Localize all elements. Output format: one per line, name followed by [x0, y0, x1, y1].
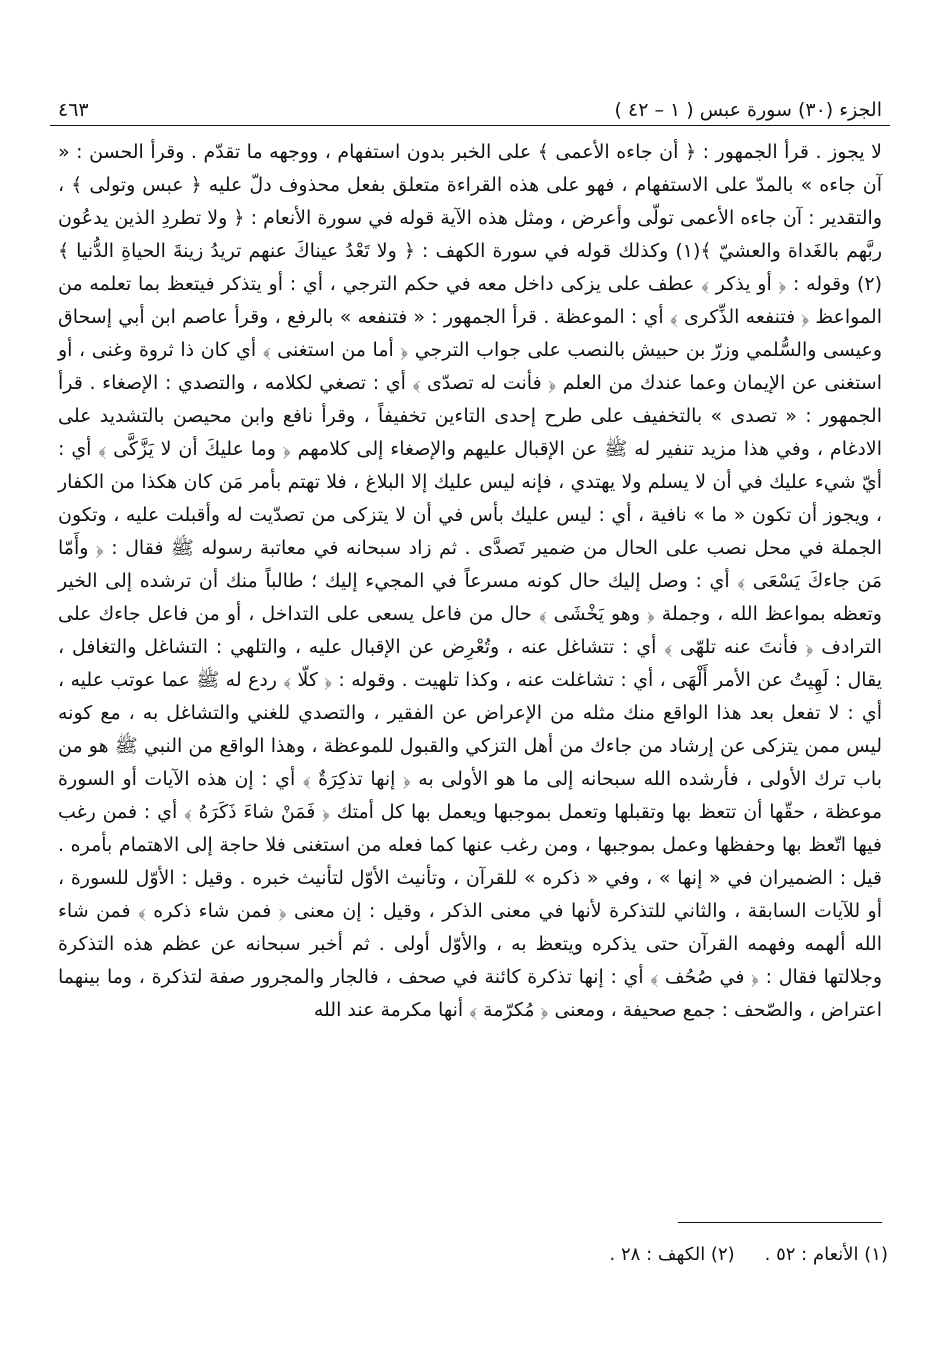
footnote-2: (٢) الكهف : ٢٨ .: [609, 1244, 735, 1265]
body-paragraph: لا يجوز . قرأ الجمهور : ﴿ أن جاءه الأعمى ﴾ على الخبر بدون استفهام ، ووجهه ما تقدّم . وقرأ الحسن : « آن جاءه » بالمدّ على الاستفهام ، فهو على هذه القراءة متعلق بفعل محذوف دلّ عليه ﴿ عبس وتولى ﴾ ، والتقدير : آن جاءه الأعمى تولّى وأعرض ، ومثل هذه الآية قوله في سورة الأنعام : ﴿ ولا تطردِ الذين يدعُون ربَّهم بالغَداة والعشيّ ﴾(١) وكذلك قوله في سورة الكهف : ﴿ ولا تَعْدُ عيناكَ عنهم تريدُ زينةَ الحياةِ الدُّنيا ﴾(٢) وقوله : ﴿ أو يذكر ﴾ عطف على يزكى داخل معه في حكم الترجي ، أي : أو يتذكر فيتعظ بما تعلمه من المواعظ ﴿ فتنفعه الذِّكرى ﴾ أي : الموعظة . قرأ الجمهور : « فتنفعه » بالرفع ، وقرأ عاصم ابن أبي إسحاق وعيسى والسُّلمي وزرّ بن حبيش بالنصب على جواب الترجي ﴿ أما من استغنى ﴾ أي كان ذا ثروة وغنى ، أو استغنى عن الإيمان وعما عندك من العلم ﴿ فأنت له تصدّى ﴾ أي : تصغي لكلامه ، والتصدي : الإصغاء . قرأ الجمهور : « تصدى » بالتخفيف على طرح إحدى التاءين تخفيفاً ، وقرأ نافع وابن محيصن بالتشديد على الادغام ، وفي هذا مزيد تنفير له ﷺ عن الإقبال عليهم والإصغاء إلى كلامهم ﴿ وما عليكَ أن لا يَزَّكَّى ﴾ أي : أيّ شيء عليك في أن لا يسلم ولا يهتدي ، فإنه ليس عليك إلا البلاغ ، فلا تهتم بأمر مَن كان هكذا من الكفار ، ويجوز أن تكون « ما » نافية ، أي : ليس عليك بأس في أن لا يتزكى من تصدّيت له وأقبلت عليه ، وتكون الجملة في محل نصب على الحال من ضمير تَصدَّى . ثم زاد سبحانه في معاتبة رسوله ﷺ فقال : ﴿ وأَمّا مَن جاءكَ يَسْعَى ﴾ أي : وصل إليك حال كونه مسرعاً في المجيء إليك ؛ طالباً منك أن ترشده إلى الخير وتعظه بمواعظ الله ، وجملة ﴿ وهو يَخْشَى ﴾ حال من فاعل يسعى على التداخل ، أو من فاعل جاءك على الترادف ﴿ فأنتَ عنه تلهّى ﴾ أي : تتشاغل عنه ، وتُعْرِض عن الإقبال عليه ، والتلهي : التشاغل والتغافل ، يقال : لَهِيتُ عن الأمر أَلْهَى ، أي : تشاغلت عنه ، وكذا تلهيت . وقوله : ﴿ كلّا ﴾ ردع له ﷺ عما عوتب عليه ، أي : لا تفعل بعد هذا الواقع منك مثله من الإعراض عن الفقير ، والتصدي للغني والتشاغل به ، مع كونه ليس ممن يتزكى عن إرشاد من جاءك من أهل التزكي والقبول للموعظة ، وهذا الواقع من النبي ﷺ هو من باب ترك الأولى ، فأرشده الله سبحانه إلى ما هو الأولى به ﴿ إنها تذكِرَةٌ ﴾ أي : إن هذه الآيات أو السورة موعظة ، حقّها أن تتعظ بها وتقبلها وتعمل بموجبها ويعمل بها كل أمتك ﴿ فَمَنْ شاءَ ذَكَرَهُ ﴾ أي : فمن رغب فيها اتّعظ بها وحفظها وعمل بموجبها ، ومن رغب عنها كما فعله من استغنى فلا حاجة إلى الاهتمام بأمره . قيل : الضميران في « إنها » ، وفي « ذكره » للقرآن ، وتأنيث الأوّل لتأنيث خبره . وقيل : الأوّل للسورة ، أو للآيات السابقة ، والثاني للتذكرة لأنها في معنى الذكر ، وقيل : إن معنى ﴿ فمن شاء ذكره ﴾ فمن شاء الله ألهمه وفهمه القرآن حتى يذكره ويتعظ به ، والأوّل أولى . ثم أخبر سبحانه عن عظم هذه التذكرة وجلالتها فقال : ﴿ في صُحُف ﴾ أي : إنها تذكرة كائنة في صحف ، فالجار والمجرور صفة لتذكرة ، وما بينهما اعتراض ، والصّحف : جمع صحيفة ، ومعنى ﴿ مُكرّمة ﴾ أنها مكرمة عند الله: [58, 141, 882, 1021]
page-number: ٤٦٣: [58, 99, 89, 121]
footnotes: [610, 1244, 888, 1265]
page: [50, 85, 890, 1027]
footnote-1: (١) الأنعام : ٥٢ .: [764, 1244, 888, 1265]
header-title: الجزء (٣٠) سورة عبس ( ١ – ٤٢ ): [614, 99, 882, 121]
footnote-rule: [678, 1222, 882, 1223]
main-text: [50, 136, 890, 1027]
header-rule: [50, 125, 890, 126]
running-header: [50, 85, 890, 121]
